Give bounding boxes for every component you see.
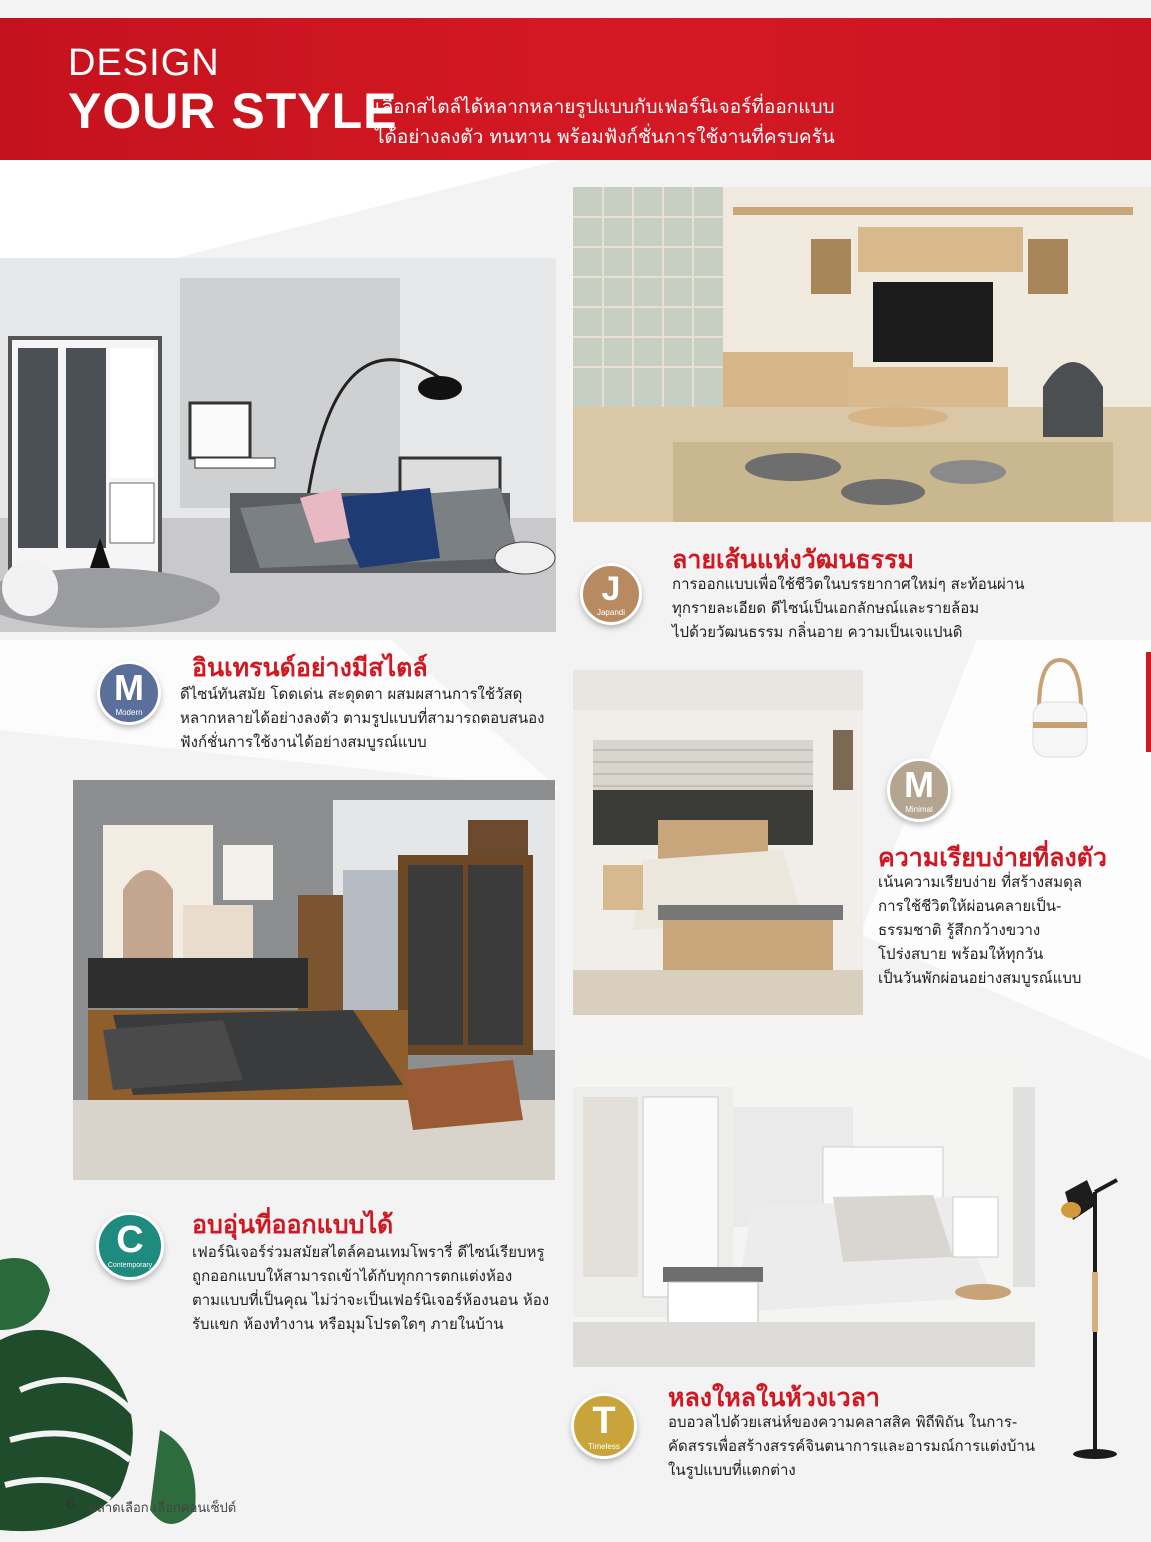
minimal-description [878, 870, 1082, 990]
japandi-title: ลายเส้นแห่งวัฒนธรรม [672, 545, 915, 574]
minimal-description-line: เน้นความเรียบง่าย ที่สร้างสมดุล [878, 873, 1083, 891]
modern-badge: M Modern [97, 661, 161, 725]
contemporary-description-line: ถูกออกแบบให้สามารถเข้าได้กับทุกการตกแต่งห้อง [192, 1267, 513, 1285]
lantern-lamp-image [1025, 652, 1095, 762]
japandi-badge: J Japandi [580, 563, 642, 625]
header-tagline-line2: ได้อย่างลงตัว ทนทาน พร้อมฟังก์ชั่นการใช้งานที่ครบครัน [375, 126, 835, 148]
minimal-description-line: โปร่งสบาย พร้อมให้ทุกวัน [878, 945, 1044, 963]
minimal-bedroom-photo [573, 670, 863, 1015]
contemporary-badge: C Contemporary [96, 1212, 164, 1280]
minimal-title: ความเรียบง่ายที่ลงตัว [878, 843, 1107, 872]
japandi-description-line: การออกแบบเพื่อใช้ชีวิตในบรรยากาศใหม่ๆ สะท้อนผ่าน [672, 575, 1025, 593]
timeless-badge: T Timeless [571, 1393, 637, 1459]
timeless-description-line: อบอวลไปด้วยเสน่ห์ของความคลาสสิค พิถีพิถัน ในการ- [668, 1413, 1018, 1431]
modern-title: อินเทรนด์อย่างมีสไตล์ [192, 653, 428, 682]
timeless-bedroom-photo [573, 1047, 1035, 1367]
contemporary-description-line: เฟอร์นิเจอร์ร่วมสมัยสไตล์คอนเทมโพรารี่ ดีไซน์เรียบหรู [192, 1243, 545, 1261]
monstera-leaf-decoration [0, 1250, 200, 1538]
modern-description [180, 682, 544, 754]
japandi-description-line: ไปด้วยวัฒนธรรม กลิ่นอาย ความเป็นเจแปนดิ [672, 623, 963, 641]
minimal-badge: M Minimal [887, 758, 951, 822]
footer-text: ฉลาดเลือก เลือกคอนเซ็ปต์ [88, 1501, 237, 1516]
japandi-description-line: ทุกรายละเอียด ดีไซน์เป็นเอกลักษณ์และรายล้อม [672, 599, 980, 617]
japandi-living-room-photo [573, 187, 1151, 522]
contemporary-description-line: ตามแบบที่เป็นคุณ ไม่ว่าจะเป็นเฟอร์นิเจอร์ห้องนอน ห้อง [192, 1291, 550, 1309]
contemporary-description [192, 1240, 549, 1336]
minimal-description-line: การใช้ชีวิตให้ผ่อนคลายเป็น- [878, 897, 1062, 915]
japandi-description [672, 572, 1024, 644]
modern-description-line: ดีไซน์ทันสมัย โดดเด่น สะดุดตา ผสมผสานการใช้วัสดุ [180, 685, 523, 703]
modern-bedroom-photo [0, 258, 556, 632]
timeless-description [668, 1410, 1035, 1482]
page-title-line1: DESIGN [68, 42, 220, 84]
header-tagline-line1: เลือกสไตล์ได้หลากหลายรูปแบบกับเฟอร์นิเจอร์ที่ออกแบบ [375, 96, 835, 118]
minimal-description-line: ธรรมชาติ รู้สึกกว้างขวาง [878, 921, 1041, 939]
contemporary-title: อบอุ่นที่ออกแบบได้ [192, 1210, 394, 1239]
timeless-title: หลงใหลในห้วงเวลา [668, 1383, 880, 1412]
floor-lamp-image [1055, 1162, 1135, 1462]
contemporary-bedroom-photo [73, 780, 555, 1180]
modern-description-line: หลากหลายได้อย่างลงตัว ตามรูปแบบที่สามารถตอบสนอง [180, 709, 545, 727]
side-tab-marker [1146, 652, 1151, 752]
contemporary-description-line: รับแขก ห้องทำงาน หรือมุมโปรดใดๆ ภายในบ้าน [192, 1315, 504, 1333]
timeless-description-line: ในรูปแบบที่แตกต่าง [668, 1461, 796, 1479]
page-number: 6 [66, 1495, 76, 1513]
background-facet [0, 160, 560, 260]
timeless-description-line: คัดสรรเพื่อสร้างสรรค์จินตนาการและอารมณ์การแต่งบ้าน [668, 1437, 1036, 1455]
minimal-description-line: เป็นวันพักผ่อนอย่างสมบูรณ์แบบ [878, 969, 1082, 987]
modern-description-line: ฟังก์ชั่นการใช้งานได้อย่างสมบูรณ์แบบ [180, 733, 427, 751]
page-title-line2: YOUR STYLE [68, 83, 398, 139]
